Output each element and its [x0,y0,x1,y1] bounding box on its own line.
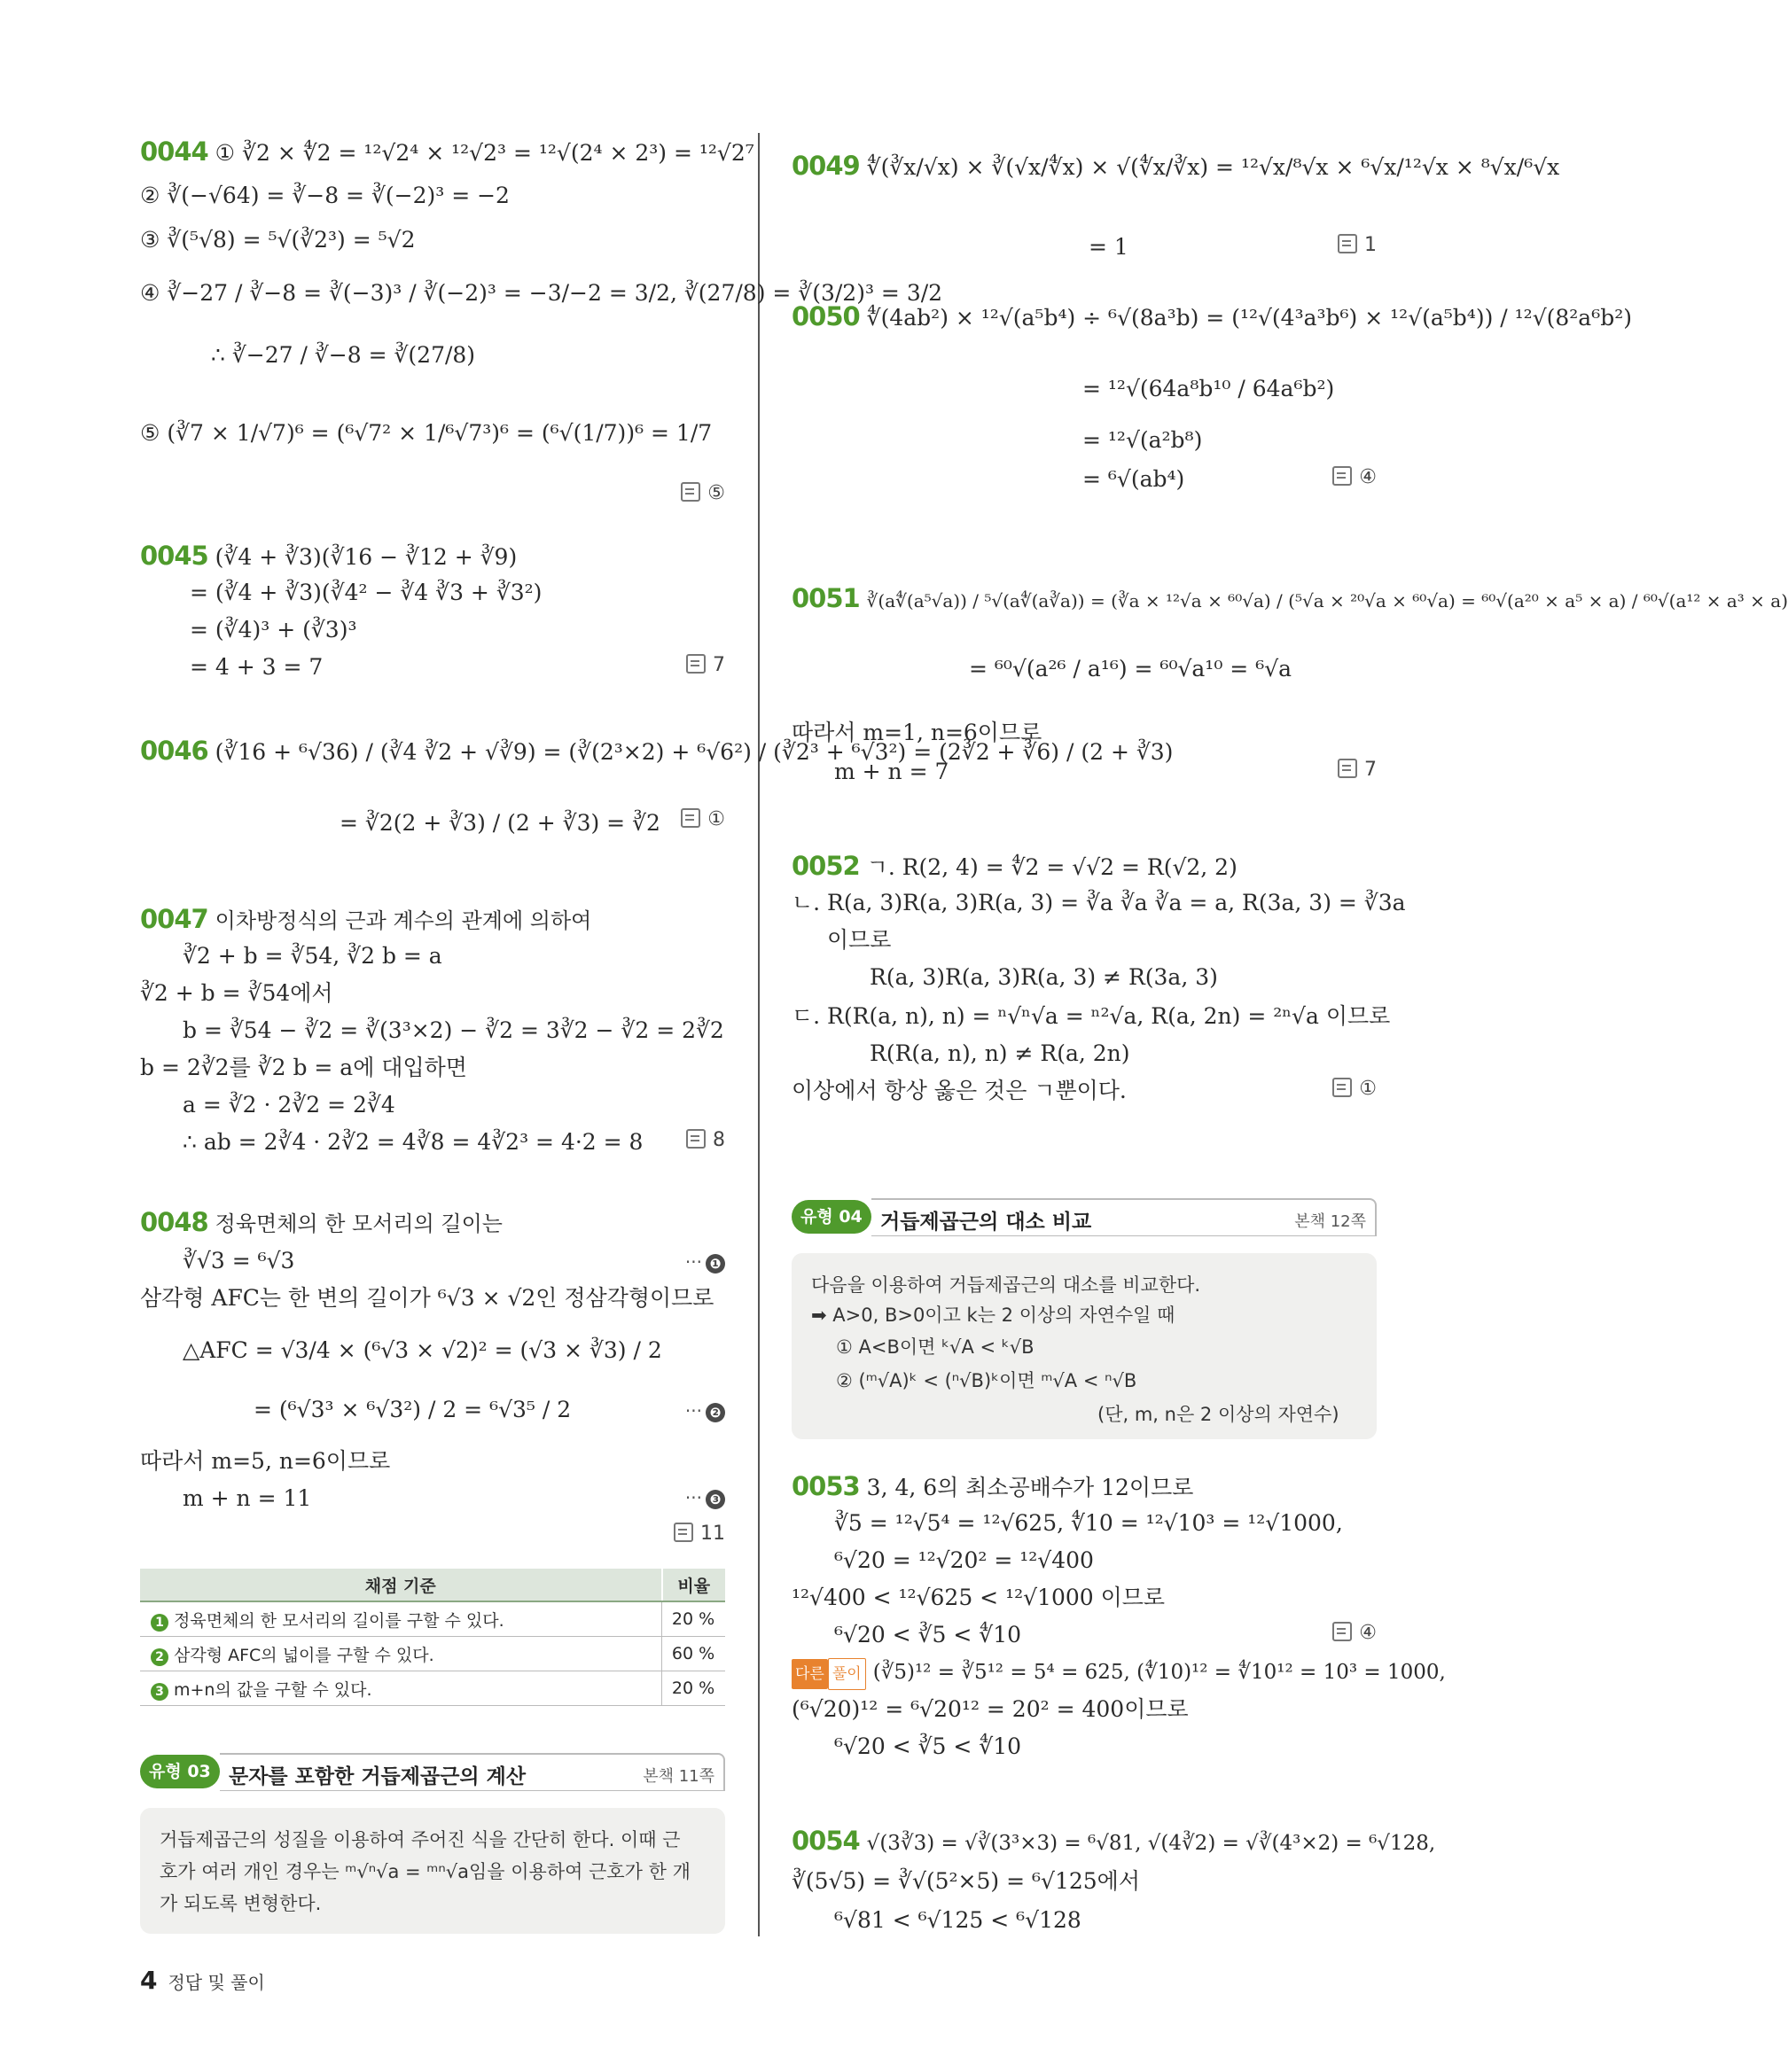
alt-solution-label: 풀이 [828,1658,866,1690]
type-box-line: 거듭제곱근의 성질을 이용하여 주어진 식을 간단히 한다. 이때 근 [160,1829,681,1850]
solution-line: = ⁶√(ab⁴) [1082,466,1185,492]
answer-mark: 8 [686,1129,725,1151]
solution-line: 삼각형 AFC는 한 변의 길이가 ⁶√3 × √2인 정삼각형이므로 [140,1285,714,1311]
step-marker-1: ··· ❶ [685,1251,725,1274]
problem-number: 0050 [792,301,860,331]
answer-mark: 7 [686,654,725,676]
solution-line: (⁶√20)¹² = ⁶√20¹² = 20² = 400이므로 [792,1696,1189,1722]
type-03-box [140,1808,725,1934]
solution-line: = 1 [1089,234,1128,260]
problem-number: 0045 [140,541,208,571]
solution-line: R(R(a, n), n) ≠ R(a, 2n) [870,1040,1130,1066]
answer-mark: ④ [1332,466,1377,488]
solution-0054 [792,1826,1436,1950]
solution-line: R(a, 3)R(a, 3)R(a, 3) ≠ R(3a, 3) [870,964,1218,990]
type-box-line: ② (ᵐ√A)ᵏ < (ⁿ√B)ᵏ이면 ᵐ√A < ⁿ√B [836,1370,1137,1391]
type-box-line: ➡ A>0, B>0이고 k는 2 이상의 자연수일 때 [811,1305,1175,1326]
problem-number: 0051 [792,583,860,613]
criterion-percent: 20 % [662,1671,726,1706]
answer-mark: 1 [1338,234,1377,256]
solution-line: ∛(a∜(a⁵√a)) / ⁵√(a∜(a∛a)) = (∛a × ¹²√a × ⁶⁰√a) / (⁵√a × ²⁰√a × ⁶⁰√a) = ⁶⁰√(a²⁰ × a⁵ × a) / ⁶⁰√(a¹² × a³ × a) [866,590,1788,611]
solution-line: ∛√3 = ⁶√3 [183,1248,295,1274]
type-box-line: (단, m, n은 2 이상의 자연수) [1097,1404,1339,1425]
solution-0047 [140,904,725,1155]
answer-icon [1332,1078,1352,1097]
solution-line: ⁶√20 < ∛5 < ∜10 [834,1733,1022,1759]
problem-number: 0047 [140,904,208,934]
solution-line: ¹²√400 < ¹²√625 < ¹²√1000 이므로 [792,1585,1166,1610]
criterion-text: 삼각형 AFC의 넓이를 구할 수 있다. [174,1645,434,1665]
criterion-number: 3 [151,1683,168,1701]
criterion-number: 1 [151,1614,168,1632]
answer-mark: 7 [1338,759,1377,781]
answer-icon [681,808,700,828]
type-reference: 본책 11쪽 [643,1767,714,1786]
criterion-percent: 20 % [662,1601,726,1637]
problem-number: 0054 [792,1826,860,1856]
solution-line: ⁶√20 = ¹²√20² = ¹²√400 [834,1547,1094,1573]
table-row [140,1671,725,1706]
type-badge: 유형 03 [140,1755,220,1788]
solution-line: ∴ ∛−27 / ∛−8 = ∛(27/8) [211,342,476,368]
solution-line: b = 2∛2를 ∛2 b = a에 대입하면 [140,1055,467,1080]
problem-number: 0052 [792,851,860,881]
solution-line: 따라서 m=1, n=6이므로 [792,720,1042,745]
answer-mark: ④ [1332,1622,1377,1644]
solution-line: ㄴ. R(a, 3)R(a, 3)R(a, 3) = ∛a ∛a ∛a = a, R(3a, 3) = ∛3a [792,890,1406,915]
step-marker-3: ··· ❸ [685,1487,725,1509]
solution-line: 따라서 m=5, n=6이므로 [140,1448,391,1474]
solution-line: 3, 4, 6의 최소공배수가 12이므로 [866,1475,1194,1500]
solution-line: = (∛4)³ + (∛3)³ [190,617,357,643]
criterion-number: 2 [151,1648,168,1666]
type-box-line: 호가 여러 개인 경우는 ᵐ√ⁿ√a = ᵐⁿ√a임을 이용하여 근호가 한 개 [160,1861,691,1882]
solution-line: ∴ ab = 2∛4 · 2∛2 = 4∛8 = 4∛2³ = 4·2 = 8 [183,1129,644,1155]
solution-line: = ¹²√(a²b⁸) [1082,427,1203,453]
problem-number: 0046 [140,736,208,766]
type-04-box [792,1253,1377,1439]
solution-line: ∛2 + b = ∛54, ∛2 b = a [183,943,442,969]
alt-solution-label: 다른 [792,1659,828,1689]
solution-line: ∛2 + b = ∛54에서 [140,980,333,1006]
answer-icon [1332,466,1352,486]
solution-line: 정육면체의 한 모서리의 길이는 [215,1211,503,1236]
problem-number: 0053 [792,1471,860,1501]
column-header: 비율 [662,1569,726,1601]
solution-line: √(3∛3) = √∛(3³×3) = ⁶√81, √(4∛2) = √∛(4³×2) = ⁶√128, [866,1832,1436,1855]
answer-icon [681,482,700,502]
solution-0051 [792,583,1788,796]
answer-icon [1332,1622,1352,1641]
solution-line: ∛(5√5) = ∛√(5²×5) = ⁶√125에서 [792,1868,1140,1894]
answer-icon [674,1523,693,1542]
solution-line: ∜(4ab²) × ¹²√(a⁵b⁴) ÷ ⁶√(8a³b) = (¹²√(4³a³b⁶) × ¹²√(a⁵b⁴)) / ¹²√(8²a⁶b²) [866,305,1633,331]
answer-icon [686,1129,706,1149]
type-title: 문자를 포함한 거듭제곱근의 계산 [229,1765,527,1788]
page-number: 4 [140,1966,158,1995]
answer-mark: 11 [674,1523,725,1545]
criterion-percent: 60 % [662,1637,726,1671]
solution-0050 [792,301,1633,505]
problem-number: 0048 [140,1207,208,1237]
column-header: 채점 기준 [140,1569,662,1601]
type-box-line: ① A<B이면 ᵏ√A < ᵏ√B [836,1336,1035,1358]
answer-mark: ① [681,808,725,830]
problem-number: 0044 [140,136,208,167]
solution-line: = ¹²√(64a⁸b¹⁰ / 64a⁶b²) [1082,376,1335,401]
solution-0045 [140,541,725,682]
step-marker-2: ··· ❷ [685,1400,725,1422]
solution-line: ⑤ (∛7 × 1/√7)⁶ = (⁶√7² × 1/⁶√7³)⁶ = (⁶√(1/7))⁶ = 1/7 [140,420,713,446]
solution-line: a = ∛2 · 2∛2 = 2∛4 [183,1092,395,1118]
solution-line: 이므로 [827,927,892,953]
solution-line: △AFC = √3/4 × (⁶√3 × √2)² = (√3 × ∛3) / 2 [183,1337,662,1363]
solution-line: ⁶√20 < ∛5 < ∜10 [834,1622,1022,1647]
criterion-text: m+n의 값을 구할 수 있다. [174,1679,372,1700]
answer-icon [686,654,706,674]
solution-line: = 4 + 3 = 7 [190,654,324,680]
type-reference: 본책 12쪽 [1294,1212,1366,1231]
type-box-line: 가 되도록 변형한다. [160,1893,322,1914]
type-badge: 유형 04 [792,1200,871,1234]
solution-0053 [792,1471,1446,1764]
criterion-text: 정육면체의 한 모서리의 길이를 구할 수 있다. [174,1610,504,1631]
solution-line: ④ ∛−27 / ∛−8 = ∛(−3)³ / ∛(−2)³ = −3/−2 = 3/2, ∛(27/8) = ∛(3/2)³ = 3/2 [140,280,943,306]
page-footer [140,1966,265,1995]
solution-0052 [792,851,1406,1103]
type-04-header [792,1198,1377,1237]
scoring-rubric-table [140,1569,725,1706]
type-box-line: 다음을 이용하여 거듭제곱근의 대소를 비교한다. [811,1274,1201,1296]
solution-line: 이상에서 항상 옳은 것은 ㄱ뿐이다. [792,1078,1127,1103]
type-title: 거듭제곱근의 대소 비교 [880,1211,1092,1234]
solution-line: ⁶√81 < ⁶√125 < ⁶√128 [834,1907,1081,1933]
answer-icon [1338,759,1357,778]
solution-0049 [792,151,1560,275]
solution-line: (∛4 + ∛3)(∛16 − ∛12 + ∛9) [215,544,518,570]
solution-line: m + n = 7 [834,759,949,784]
problem-number: 0049 [792,151,860,181]
table-row [140,1601,725,1637]
solution-line: ③ ∛(⁵√8) = ⁵√(∛2³) = ⁵√2 [140,227,416,253]
solution-line: ① ∛2 × ∜2 = ¹²√2⁴ × ¹²√2³ = ¹²√(2⁴ × 2³) = ¹²√2⁷ [215,140,754,166]
solution-line: ㄷ. R(R(a, n), n) = ⁿ√ⁿ√a = ⁿ²√a, R(a, 2n) = ²ⁿ√a 이므로 [792,1003,1391,1029]
footer-title: 정답 및 풀이 [168,1972,265,1993]
solution-line: ∜(∛x/√x) × ∛(√x/∜x) × √(∜x/∛x) = ¹²√x/⁸√x × ⁶√x/¹²√x × ⁸√x/⁶√x [866,154,1560,180]
solution-line: b = ∛54 − ∛2 = ∛(3³×2) − ∛2 = 3∛2 − ∛2 = 2∛2 [183,1017,724,1043]
answer-mark: ⑤ [681,482,725,504]
answer-icon [1338,234,1357,253]
solution-line: 이차방정식의 근과 계수의 관계에 의하여 [215,908,592,933]
solution-line: = (∛4 + ∛3)(∛4² − ∛4 ∛3 + ∛3²) [190,580,543,605]
solution-line: = ⁶⁰√(a²⁶ / a¹⁶) = ⁶⁰√a¹⁰ = ⁶√a [969,656,1292,682]
answer-mark: ① [1332,1078,1377,1100]
type-03-header [140,1753,725,1792]
solution-line: = ∛2(2 + ∛3) / (2 + ∛3) = ∛2 [340,810,660,836]
solution-line: (∛5)¹² = ∛5¹² = 5⁴ = 625, (∜10)¹² = ∜10¹² = 10³ = 1000, [872,1661,1446,1684]
table-row [140,1637,725,1671]
solution-line: m + n = 11 [183,1485,312,1511]
solution-line: ㄱ. R(2, 4) = ∜2 = √√2 = R(√2, 2) [866,854,1238,880]
column-divider [758,133,760,1936]
solution-line: (∛16 + ⁶√36) / (∛4 ∛2 + √∛9) = (∛(2³×2) + ⁶√6²) / (∛2³ + ⁶√3²) = (2∛2 + ∛6) / (2 + ∛3) [215,739,1174,765]
table-header-row [140,1569,725,1601]
solution-line: ∛5 = ¹²√5⁴ = ¹²√625, ∜10 = ¹²√10³ = ¹²√1000, [834,1510,1343,1536]
solution-line: = (⁶√3³ × ⁶√3²) / 2 = ⁶√3⁵ / 2 [254,1397,572,1422]
solution-line: ② ∛(−√64) = ∛−8 = ∛(−2)³ = −2 [140,183,510,208]
